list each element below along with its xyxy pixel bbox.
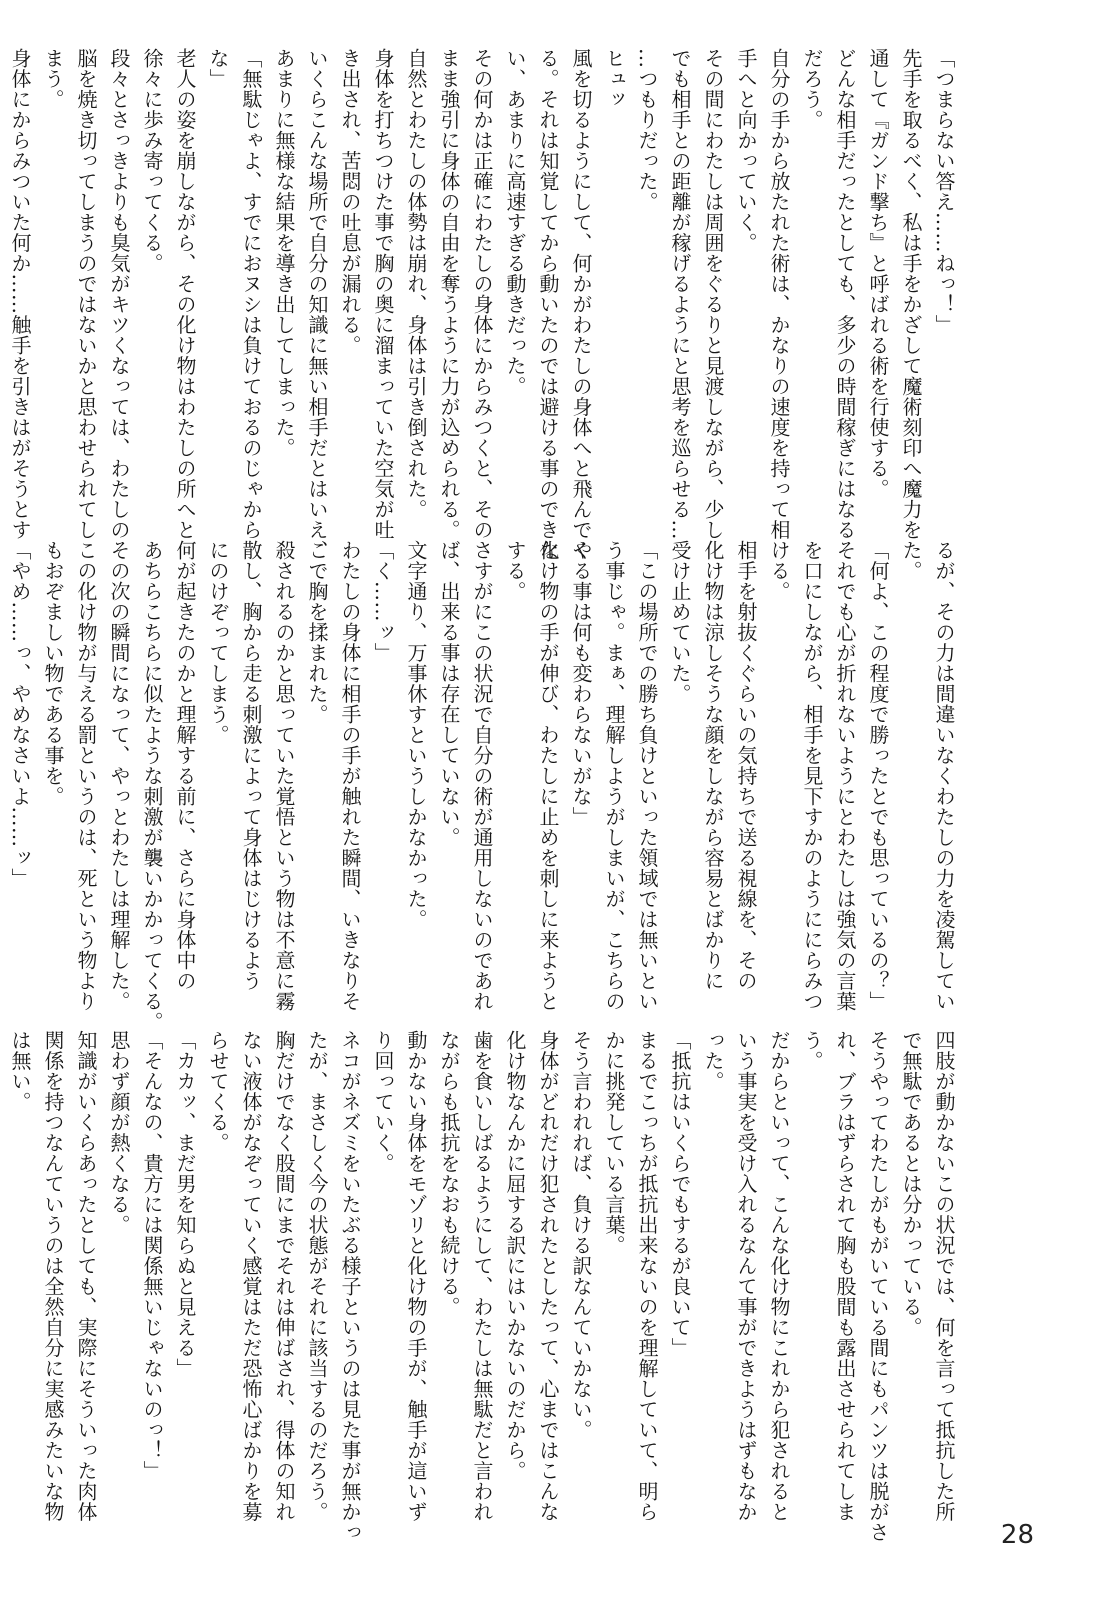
text-line: だからといって、こんな化け物にこれから犯されると — [767, 1030, 791, 1522]
text-line: な」 — [206, 48, 230, 89]
text-line: いう事実を受け入れるなんて事ができようはずもなか — [734, 1030, 758, 1522]
text-line: 段々とさっきよりも臭気がキツくなっては、わたしの — [107, 48, 131, 540]
text-line: 身体がどれだけ犯されたとしたって、心まではこんな — [536, 1030, 560, 1522]
page-number: 28 — [1000, 1520, 1034, 1550]
text-line: 化け物なんかに屈する訳にはいかないのだから。 — [503, 1030, 527, 1481]
text-line: き出され、苦悶の吐息が漏れる。 — [338, 48, 362, 356]
text-line: もおぞましい物である事を。 — [41, 540, 65, 807]
text-line: 自分の手から放たれた術は、かなりの速度を持って相 — [767, 48, 791, 540]
text-line: 散し、胸から走る刺激によって身体はじけるよう — [239, 540, 263, 991]
text-line: う。 — [800, 1030, 824, 1071]
text-line: 「この場所での勝ち負けといった領域では無いとい — [635, 540, 659, 1012]
text-line: 関係を持つなんていうのは全然自分に実感みたいな物 — [41, 1030, 65, 1522]
text-line: その間にわたしは周囲をぐるりと見渡しながら、少し — [701, 48, 725, 540]
text-line: 通して『ガンド撃ち』と呼ばれる術を行使する。 — [866, 48, 890, 499]
text-line: 「やめ……っ、やめなさいよ……ッ」 — [8, 540, 32, 889]
text-line: を口にしながら、相手を見下すかのようににらみつ — [800, 540, 824, 1012]
text-line: 思わず顔が熱くなる。 — [107, 1030, 131, 1235]
text-line: 「何よ、この程度で勝ったとでも思っているの？」 — [866, 540, 890, 1012]
text-line: で無駄であるとは分かっている。 — [899, 1030, 923, 1338]
text-line: 「抵抗はいくらでもするが良いて」 — [668, 1030, 692, 1358]
text-line: れ、ブラはずらされて胸も股間も露出させられてしま — [833, 1030, 857, 1522]
text-line: さすがにこの状況で自分の術が通用しないのであれ — [470, 540, 494, 1012]
text-line: るが、その力は間違いなくわたしの力を凌駕してい — [932, 540, 956, 1012]
text-line: 四肢が動かないこの状況では、何を言って抵抗した所 — [932, 1030, 956, 1522]
text-line: たが、まさしく今の状態がそれに該当するのだろう。 — [305, 1030, 329, 1522]
text-line: 殺されるのかと思っていた覚悟という物は不意に霧 — [272, 540, 296, 1012]
text-line: こで胸を揉まれた。 — [305, 540, 329, 725]
text-line: その次の瞬間になって、やっとわたしは理解した。 — [107, 540, 131, 1012]
text-line: この化け物が与える罰というのは、死という物より — [74, 540, 98, 1012]
text-line: ば、出来る事は存在していない。 — [437, 540, 461, 848]
text-line: い、あまりに高速すぎる動きだった。 — [503, 48, 527, 397]
text-line: いくらこんな場所で自分の知識に無い相手だとはいえ、 — [305, 48, 329, 561]
text-line: 身体にからみついた何か……触手を引きはがそうとす — [8, 48, 32, 540]
text-line: あまりに無様な結果を導き出してしまった。 — [272, 48, 296, 458]
text-line: 身体を打ちつけた事で胸の奥に溜まっていた空気が吐 — [371, 48, 395, 540]
text-line: 風を切るようにして、何かがわたしの身体へと飛んでく — [569, 48, 593, 561]
text-line: まるでこっちが抵抗出来ないのを理解していて、明ら — [635, 1030, 659, 1522]
text-line: 「く……ッ」 — [371, 540, 395, 663]
text-line: う事じゃ。まぁ、理解しようがしまいが、こちらの — [602, 540, 626, 1012]
text-line: わたしの身体に相手の手が触れた瞬間、いきなりそ — [338, 540, 362, 1012]
text-line: まう。 — [41, 48, 65, 110]
text-line: 「無駄じゃよ、すでにおヌシは負けておるのじゃから — [239, 48, 263, 540]
text-line: 知識がいくらあったとしても、実際にそういった肉体 — [74, 1030, 98, 1522]
text-line: 文字通り、万事休すというしかなかった。 — [404, 540, 428, 930]
text-line: ネコがネズミをいたぶる様子というのは見た事が無かっ — [338, 1030, 362, 1543]
text-line: そう言われれば、負ける訳なんていかない。 — [569, 1030, 593, 1440]
text-line: かに挑発している言葉。 — [602, 1030, 626, 1256]
text-line: 徐々に歩み寄ってくる。 — [140, 48, 164, 274]
text-line: 先手を取るべく、私は手をかざして魔術刻印へ魔力を — [899, 48, 923, 540]
text-tier-top — [8, 48, 960, 561]
text-line: …つもりだった。 — [635, 48, 659, 212]
text-line: あちらこちらに似たような刺激が襲いかかってくる。 — [140, 540, 164, 1032]
text-line: する。 — [503, 540, 527, 602]
text-line: 「つまらない答え……ねっ！」 — [932, 48, 956, 335]
text-line: 老人の姿を崩しながら、その化け物はわたしの所へと — [173, 48, 197, 540]
text-line: は無い。 — [8, 1030, 32, 1112]
text-line: 「カカッ、まだ男を知らぬと見える」 — [173, 1030, 197, 1379]
text-line: だろう。 — [800, 48, 824, 130]
text-line: 化け物の手が伸び、わたしに止めを刺しに来ようと — [536, 540, 560, 1012]
text-tier-middle — [8, 540, 960, 1032]
text-line: 化け物は涼しそうな顔をしながら容易とばかりに — [701, 540, 725, 991]
text-line: 「そんなの、貴方には関係無いじゃないのっ！」 — [140, 1030, 164, 1481]
text-line: 受け止めていた。 — [668, 540, 692, 704]
text-line: 相手を射抜くぐらいの気持ちで送る視線を、その — [734, 540, 758, 991]
text-line: そうやってわたしがもがいている間にもパンツは脱がさ — [866, 1030, 890, 1543]
text-line: その何かは正確にわたしの身体にからみつくと、その — [470, 48, 494, 540]
text-line: 何が起きたのかと理解する前に、さらに身体中の — [173, 540, 197, 991]
text-line: 手へと向かっていく。 — [734, 48, 758, 253]
text-line: まま強引に身体の自由を奪うように力が込められる。 — [437, 48, 461, 540]
text-line: り回っていく。 — [371, 1030, 395, 1174]
text-line: らせてくる。 — [206, 1030, 230, 1153]
text-line: ける。 — [767, 540, 791, 602]
text-line: 動かない身体をモゾリと化け物の手が、触手が這いず — [404, 1030, 428, 1522]
text-line: ない液体がなぞっていく感覚はただ恐怖心ばかりを募 — [239, 1030, 263, 1522]
text-tier-bottom — [8, 1030, 960, 1543]
text-line: ヒュッ — [602, 48, 626, 110]
text-line: それでも心が折れないようにとわたしは強気の言葉 — [833, 540, 857, 1012]
text-line: 自然とわたしの体勢は崩れ、身体は引き倒された。 — [404, 48, 428, 520]
text-line: った。 — [701, 1030, 725, 1092]
text-line: にのけぞってしまう。 — [206, 540, 230, 745]
text-line: 胸だけでなく股間にまでそれは伸ばされ、得体の知れ — [272, 1030, 296, 1522]
text-line: やる事は何も変わらないがな」 — [569, 540, 593, 827]
text-line: でも相手との距離が稼げるようにと思考を巡らせる… — [668, 48, 692, 540]
text-line: ながらも抵抗をなおも続ける。 — [437, 1030, 461, 1317]
text-line: どんな相手だったとしても、多少の時間稼ぎにはなる — [833, 48, 857, 540]
text-line: た。 — [899, 540, 923, 581]
text-line: 歯を食いしばるようにして、わたしは無駄だと言われ — [470, 1030, 494, 1522]
text-line: 脳を焼き切ってしまうのではないかと思わせられてし — [74, 48, 98, 540]
text-line: る。それは知覚してから動いたのでは避ける事のできな — [536, 48, 560, 561]
